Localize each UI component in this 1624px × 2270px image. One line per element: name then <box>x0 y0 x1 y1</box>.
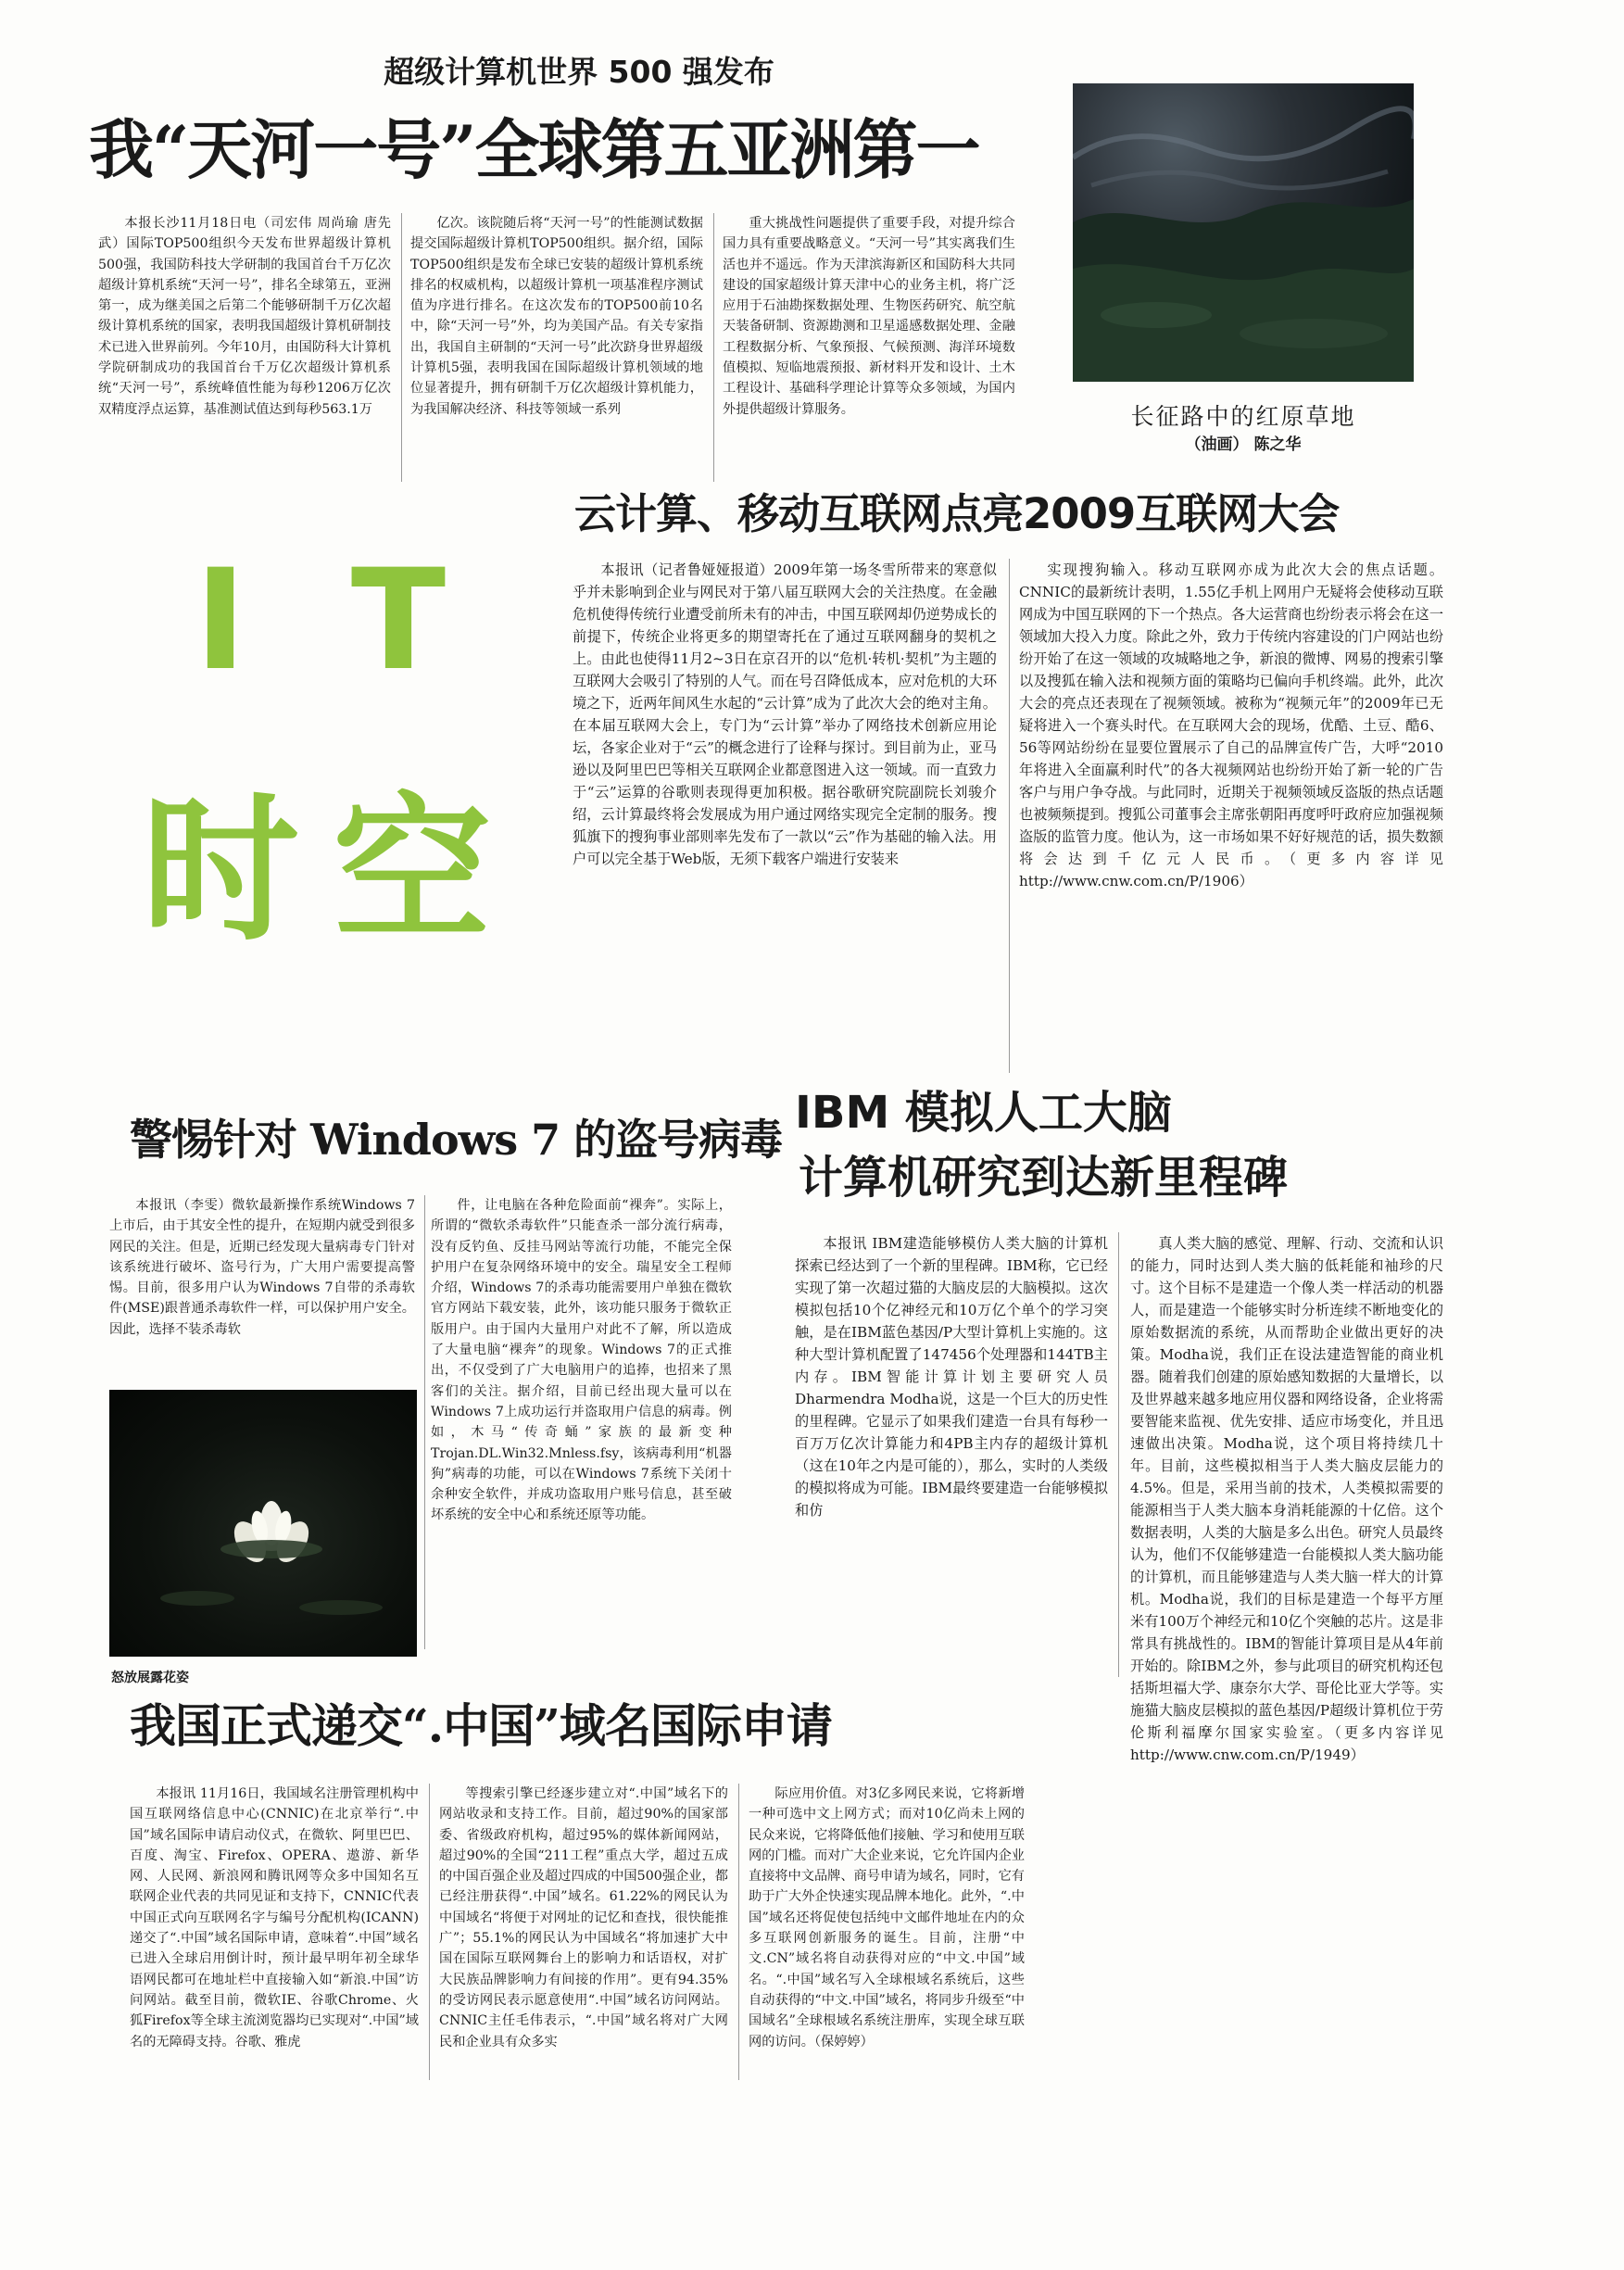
domain-column-1 <box>130 1784 419 2089</box>
supercomputer-headline: 我“天河一号”全球第五亚洲第一 <box>89 111 979 188</box>
supercomputer-column-1 <box>98 213 391 480</box>
painting-subtitle: （油画） 陈之华 <box>1185 435 1302 454</box>
lotus-photo <box>109 1390 417 1657</box>
windows-col2-text: 件，让电脑在各种危险面前“裸奔”。实际上，所谓的“微软杀毒软件”只能查杀一部分流行病毒，没有反钓鱼、反挂马网站等流行功能，不能完全保护用户在复杂网络环境中的安全。瑞星安全工程师介绍，Windows 7的杀毒功能需要用户单独在微软官方网站下载安装，此外，该功能只服务于微软正版用户。由于国内大量用户对此不了解，所以造成了大量电脑“裸奔”的现象。Windows 7的正式推出，不仅受到了广大电脑用户的追捧，也招来了黑客们的关注。据介绍，目前已经出现大量可以在Windows 7上成功运行并盗取用户信息的病毒。例如，木马“传奇蛹”家族的最新变种Trojan.DL.Win32.Mnless.fsy，该病毒利用“机器狗”病毒的功能，可以在Windows 7系统下关闭十余种安全软件，并成功盗取用户账号信息，甚至破坏系统的安全中心和系统还原等功能。 <box>431 1198 732 1523</box>
domain-col1-text: 本报讯 11月16日，我国域名注册管理机构中国互联网络信息中心(CNNIC)在北京举行“.中国”域名国际申请启动仪式，在微软、阿里巴巴、百度、淘宝、Firefox、OPERA、遨游、新华网、人民网、新浪网和腾讯网等众多中国知名互联网企业代表的共同见证和支持下，CNNIC代表中国正式向互联网名字与编号分配机构(ICANN)递交了“.中国”域名国际申请，意味着“.中国”域名已进入全球启用倒计时，预计最早明年初全球华语网民都可在地址栏中直接输入如“新浪.中国”访问网站。截至目前，微软IE、谷歌Chrome、火狐Firefox等全球主流浏览器均已实现对“.中国”域名的无障碍支持。谷歌、雅虎 <box>130 1786 419 2049</box>
windows-headline: 警惕针对 Windows 7 的盗号病毒 <box>130 1115 783 1165</box>
ibm-column-1 <box>795 1232 1108 1684</box>
cloud-col2-text: 实现搜狗输入。移动互联网亦成为此次大会的焦点话题。CNNIC的最新统计表明，1.55亿手机上网用户无疑将会使移动互联网成为中国互联网的下一个热点。各大运营商也纷纷表示将会在这一领域加大投入力度。除此之外，致力于传统内容建设的门户网站也纷纷开始了在这一领域的攻城略地之争，新浪的微博、网易的搜索引擎以及搜狐在输入法和视频方面的策略均已偏向手机终端。此外，此次大会的亮点还表现在了视频领域。被称为“视频元年”的2009年已无疑将进入一个赛头时代。在互联网大会的现场，优酷、土豆、酷6、56等网站纷纷在显要位置展示了自己的品牌宣传广告，大呼“2010年将进入全面赢利时代”的各大视频网站也纷纷开始了新一轮的广告客户与用户争夺战。与此同时，近期关于视频领域反盗版的热点话题也被频频提到。搜狐公司董事会主席张朝阳再度呼吁政府应加强视频盗版的监管力度。他认为，这一市场如果不好好规范的话，损失数额将会达到千亿元人民币。（更多内容详见http://www.cnw.com.cn/P/1906） <box>1019 561 1443 889</box>
ibm-headline-line-2: 计算机研究到达新里程碑 <box>799 1152 1289 1204</box>
ibm-col2-text: 真人类大脑的感觉、理解、行动、交流和认识的能力，同时达到人类大脑的低耗能和袖珍的尺寸。这个目标不是建造一个像人类一样活动的机器人，而是建造一个能够实时分析连续不断地变化的原始数据流的系统，从而帮助企业做出更好的决策。Modha说，我们正在设法建造智能的商业机器。随着我们创建的原始感知数据的大量增长，以及世界越来越多地应用仪器和网络设备，企业将需要智能来监视、优先安排、适应市场变化，并且迅速做出决策。Modha说，这个项目将持续几十年。目前，这些模拟相当于人类大脑皮层能力的4.5%。但是，采用当前的技术，人类模拟需要的能源相当于人类大脑本身消耗能源的十亿倍。这个数据表明，人类的大脑是多么出色。研究人员最终认为，他们不仅能够建造一台能模拟人类大脑功能的计算机，而且能够建造与人类大脑一样大的计算机。Modha说，我们的目标是建造一个每平方厘米有100万个神经元和10亿个突触的芯片。这是非常具有挑战性的。IBM的智能计算项目是从4年前开始的。除IBM之外，参与此项目的研究机构还包括斯坦福大学、康奈尔大学、哥伦比亚大学等。实施猫大脑皮层模拟的蓝色基因/P超级计算机位于劳伦斯利福摩尔国家实验室。（更多内容详见http://www.cnw.com.cn/P/1949） <box>1130 1235 1443 1763</box>
column-char-1: I <box>195 540 246 701</box>
domain-col2-text: 等搜索引擎已经逐步建立对“.中国”域名下的网站收录和支持工作。目前，超过90%的国家部委、省级政府机构，超过95%的媒体新闻网站，超过90%的全国“211工程”重点大学，超过五成的中国百强企业及超过四成的中国500强企业，都已经注册获得“.中国”域名。61.22%的网民认为中国域名“将便于对网址的记忆和查找，很快能推广”；55.1%的网民认为中国域名“将加速扩大中国在国际互联网舞台上的影响力和话语权，对扩大民族品牌影响力有间接的作用”。更有94.35%的受访网民表示愿意使用“.中国”域名访问网站。CNNIC主任毛伟表示，“.中国”域名将对广大网民和企业具有众多实 <box>439 1786 728 2049</box>
painting-scene <box>1073 83 1414 382</box>
domain-col3-text: 际应用价值。对3亿多网民来说，它将新增一种可选中文上网方式；而对10亿尚未上网的民众来说，它将降低他们接触、学习和使用互联网的门槛。而对广大企业来说，它允许国内企业直接将中文品牌、商号申请为域名，同时，它有助于广大外企快速实现品牌本地化。此外，“.中国”域名还将促使包括纯中文邮件地址在内的众多互联网创新服务的诞生。目前，注册“中文.CN”域名将自动获得对应的“中文.中国”域名。“.中国”域名写入全球根域名系统后，这些自动获得的“中文.中国”域名，将同步升级至“中国域名”全球根域名系统注册库，实现全球互联网的访问。（保婷婷） <box>749 1786 1025 2049</box>
windows-column-1 <box>109 1195 415 1379</box>
cloud-col1-text: 本报讯（记者鲁娅娅报道）2009年第一场冬雪所带来的寒意似乎并未影响到企业与网民对于第八届互联网大会的关注热度。在金融危机使得传统行业遭受前所未有的冲击，中国互联网却仍逆势成长的前提下，传统企业将更多的期望寄托在了通过互联网翻身的契机之上。由此也使得11月2~3日在京召开的以“危机·转机·契机”为主题的互联网大会吸引了特别的人气。而在号召降低成本，应对危机的大环境之下，近两年间风生水起的“云计算”成为了此次大会的绝对主角。在本届互联网大会上，专门为“云计算”举办了网络技术创新应用论坛，各家企业对于“云”的概念进行了诠释与探讨。到目前为止，亚马逊以及阿里巴巴等相关互联网企业都意图进入这一领域。而一直致力于“云”运算的谷歌则表现得更加积极。据谷歌研究院副院长刘骏介绍，云计算最终将会发展成为用户通过网络实现完全定制的服务。搜狐旗下的搜狗事业部则率先发布了一款以“云”作为基础的输入法。用户可以完全基于Web版，无须下载客户端进行安装来 <box>573 561 997 867</box>
cloud-column-1 <box>573 559 997 1076</box>
painting-title: 长征路中的红原草地 <box>1130 403 1356 430</box>
column-char-2: T <box>350 540 447 701</box>
windows-column-2 <box>431 1195 732 1658</box>
supercomputer-col2-text: 亿次。该院随后将“天河一号”的性能测试数据提交国际超级计算机TOP500组织。据介绍，国际TOP500组织是发布全球已安装的超级计算机系统排名的权威机构，以超级计算机一项基准程序测试值为序进行排名。在这次发布的TOP500前10名中，除“天河一号”外，均为美国产品。有关专家指出，我国自主研制的“天河一号”此次跻身世界超级计算机5强，表明我国在国际超级计算机领域的地位显著提升，拥有研制千万亿次超级计算机能力，为我国解决经济、科技等领域一系列 <box>410 216 703 417</box>
domain-column-3 <box>749 1784 1025 2089</box>
painting-image <box>1073 83 1414 382</box>
lotus-flower <box>109 1390 417 1657</box>
ibm-col1-text: 本报讯 IBM建造能够模仿人类大脑的计算机探索已经达到了一个新的里程碑。IBM称，它已经实现了第一次超过猫的大脑皮层的大脑模拟。这次模拟包括10个亿神经元和10万亿个单个的学习突触，是在IBM蓝色基因/P大型计算机上实施的。这种大型计算机配置了147456个处理器和144TB主内存。IBM智能计算计划主要研究人员Dharmendra Modha说，这是一个巨大的历史性的里程碑。它显示了如果我们建造一台具有每秒一百万万亿次计算能力和4PB主内存的超级计算机（这在10年之内是可能的），那么，实时的人类级的模拟将成为可能。IBM最终要建造一台能够模拟和仿 <box>795 1235 1108 1519</box>
column-char-4: 空 <box>333 779 491 963</box>
domain-headline: 我国正式递交“.中国”域名国际申请 <box>130 1698 832 1753</box>
supercomputer-column-3 <box>723 213 1015 480</box>
supercomputer-kicker: 超级计算机世界 500 强发布 <box>384 54 774 90</box>
supercomputer-col1-text: 本报长沙11月18日电（司宏伟 周尚瑜 唐先武）国际TOP500组织今天发布世界超级计算机500强，我国防科技大学研制的我国首台千万亿次超级计算机系统“天河一号”，排名全球第五，亚洲第一，成为继美国之后第二个能够研制千万亿次超级计算机系统的国家，表明我国超级计算机研制技术已进入世界前列。今年10月，由国防科大计算机学院研制成功的我国首台千万亿次超级计算机系统“天河一号”，系统峰值性能为每秒1206万亿次双精度浮点运算，基准测试值达到每秒563.1万 <box>98 216 391 417</box>
column-char-3: 时 <box>141 779 299 963</box>
ibm-headline-line-1: IBM 模拟人工大脑 <box>795 1087 1172 1139</box>
lotus-photo-caption: 怒放展露花姿 <box>111 1671 189 1685</box>
windows-col1-text: 本报讯（李雯）微软最新操作系统Windows 7上市后，由于其安全性的提升，在短期内就受到很多网民的关注。但是，近期已经发现大量病毒专门针对该系统进行破坏、盗号行为，广大用户需要提高警惕。目前，很多用户认为Windows 7自带的杀毒软件(MSE)跟普通杀毒软件一样，可以保护用户安全。因此，选择不装杀毒软 <box>109 1198 415 1337</box>
supercomputer-column-2 <box>410 213 703 480</box>
cloud-column-2 <box>1019 559 1443 1076</box>
cloud-headline: 云计算、移动互联网点亮2009互联网大会 <box>574 489 1340 538</box>
ibm-column-2 <box>1130 1232 1443 2085</box>
domain-column-2 <box>439 1784 728 2089</box>
supercomputer-col3-text: 重大挑战性问题提供了重要手段，对提升综合国力具有重要战略意义。“天河一号”其实离我们生活也并不遥远。作为天津滨海新区和国防科大共同建设的国家超级计算天津中心的业务主机，将广泛应用于石油勘探数据处理、生物医药研究、航空航天装备研制、资源勘测和卫星遥感数据处理、金融工程数据分析、气象预报、气候预测、海洋环境数值模拟、短临地震预报、新材料开发和设计、土木工程设计、基础科学理论计算等众多领域，为国内外提供超级计算服务。 <box>723 216 1015 417</box>
